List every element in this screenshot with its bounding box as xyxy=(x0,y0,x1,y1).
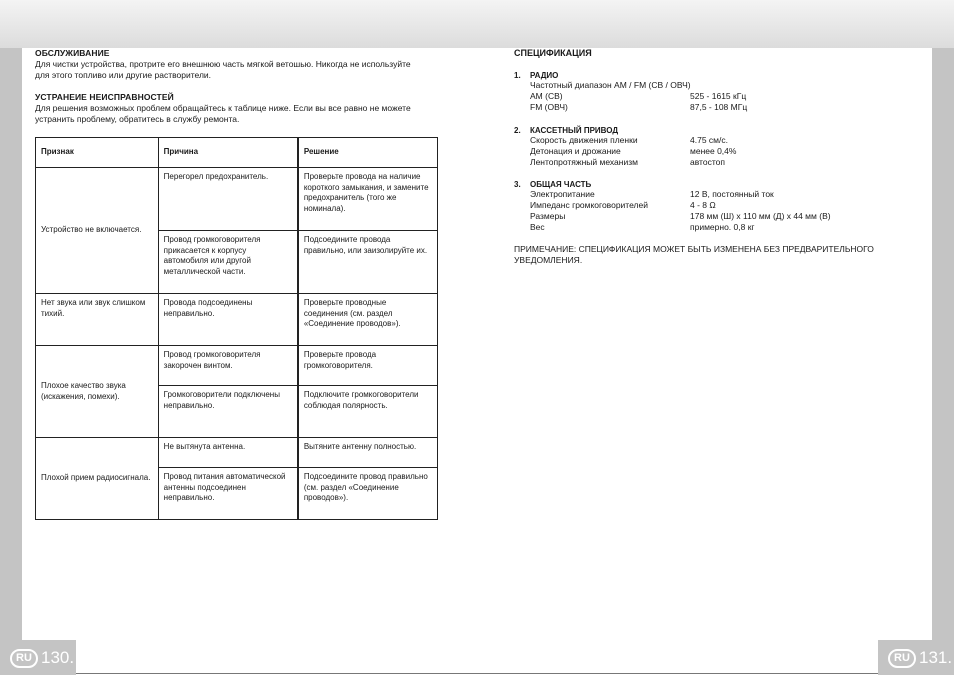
spec-radio-section xyxy=(514,71,894,113)
text-line: ПРИМЕЧАНИЕ: СПЕЦИФИКАЦИЯ МОЖЕТ БЫТЬ ИЗМЕНЕНА БЕЗ ПРЕДВАРИТЕЛЬНОГО xyxy=(514,244,874,254)
solution-cell: Подсоедините провода правильно, или заизолируйте их. xyxy=(298,231,438,294)
cause-cell: Провод питания автоматической антенны подсоединен неправильно. xyxy=(158,468,298,520)
spec-section-heading xyxy=(514,71,894,80)
cause-cell: Провода подсоединены неправильно. xyxy=(158,294,298,346)
page-number: 131. xyxy=(919,648,953,667)
header-symptom: Признак xyxy=(36,138,159,168)
spec-label: Детонация и дрожание xyxy=(530,146,621,156)
language-badge: RU xyxy=(10,649,38,668)
spec-label: Электропитание xyxy=(530,189,595,199)
page-number-right xyxy=(888,648,952,668)
troubleshooting-heading: УСТРАНЕИЕ НЕИСПРАВНОСТЕЙ xyxy=(35,92,174,102)
table-row xyxy=(36,346,438,386)
text-line: УВЕДОМЛЕНИЯ. xyxy=(514,255,583,265)
spec-row xyxy=(514,146,894,157)
spec-row xyxy=(514,200,894,211)
page-header-band xyxy=(0,0,954,48)
cause-cell: Провод громкоговорителя прикасается к корпусу автомобиля или другой металлической части. xyxy=(158,231,298,294)
cause-cell: Не вытянута антенна. xyxy=(158,438,298,468)
language-badge: RU xyxy=(888,649,916,668)
spec-row xyxy=(514,157,894,168)
section-number: 3. xyxy=(514,180,521,189)
cause-cell: Провод громкоговорителя закорочен винтом. xyxy=(158,346,298,386)
spec-heading: СПЕЦИФИКАЦИЯ xyxy=(514,48,592,58)
header-solution: Решение xyxy=(298,138,438,168)
spec-label: Скорость движения пленки xyxy=(530,135,638,145)
spec-row xyxy=(514,222,894,233)
text-line: Для решения возможных проблем обращайтесь к таблице ниже. Если вы все равно не можете xyxy=(35,103,411,113)
spec-label: AM (СВ) xyxy=(530,91,563,101)
right-margin-band xyxy=(932,48,954,675)
cause-cell: Громкоговорители подключены неправильно. xyxy=(158,386,298,438)
spec-value: менее 0,4% xyxy=(690,146,737,156)
spec-label: Лентопротяжный механизм xyxy=(530,157,638,167)
section-number: 1. xyxy=(514,71,521,80)
text-line: для этого топливо или другие растворители. xyxy=(35,70,212,80)
page-number: 130. xyxy=(41,648,75,667)
text-line: Для чистки устройства, протрите его внешнюю часть мягкой ветошью. Никогда не используйте xyxy=(35,59,411,69)
cause-cell: Перегорел предохранитель. xyxy=(158,168,298,231)
table-row xyxy=(36,294,438,346)
spec-section-heading xyxy=(514,126,894,135)
text-line: устранить проблему, обратитесь в службу ремонта. xyxy=(35,114,240,124)
spec-row xyxy=(514,135,894,146)
spec-row xyxy=(514,211,894,222)
symptom-cell: Плохой прием радиосигнала. xyxy=(36,438,159,520)
maintenance-heading: ОБСЛУЖИВАНИЕ xyxy=(35,48,110,58)
solution-cell: Подключите громкоговорители соблюдая полярность. xyxy=(298,386,438,438)
spec-note xyxy=(514,244,894,266)
spec-row xyxy=(514,91,894,102)
spec-value: 4.75 см/с. xyxy=(690,135,728,145)
header-cause: Причина xyxy=(158,138,298,168)
section-title: ОБЩАЯ ЧАСТЬ xyxy=(530,180,592,189)
maintenance-text xyxy=(35,59,440,81)
symptom-cell: Нет звука или звук слишком тихий. xyxy=(36,294,159,346)
spec-value: автостоп xyxy=(690,157,725,167)
section-number: 2. xyxy=(514,126,521,135)
spec-label: Частотный диапазон AM / FM (СВ / ОВЧ) xyxy=(530,80,691,90)
symptom-cell: Плохое качество звука (искажения, помехи). xyxy=(36,346,159,438)
spec-row xyxy=(514,80,894,91)
solution-cell: Вытяните антенну полностью. xyxy=(298,438,438,468)
spec-section-heading xyxy=(514,180,894,189)
solution-cell: Проверьте проводные соединения (см. раздел «Соединение проводов»). xyxy=(298,294,438,346)
page-number-left xyxy=(10,648,74,668)
spec-value: примерно. 0,8 кг xyxy=(690,222,755,232)
troubleshooting-text xyxy=(35,103,440,125)
troubleshooting-table xyxy=(35,137,438,520)
spec-label: FM (ОВЧ) xyxy=(530,102,568,112)
spec-cassette-section xyxy=(514,126,894,168)
solution-cell: Проверьте провода громкоговорителя. xyxy=(298,346,438,386)
section-title: КАССЕТНЫЙ ПРИВОД xyxy=(530,126,619,135)
spec-general-section xyxy=(514,180,894,233)
spec-label: Вес xyxy=(530,222,545,232)
table-row xyxy=(36,438,438,468)
spec-value: 4 - 8 Ω xyxy=(690,200,716,210)
section-title: РАДИО xyxy=(530,71,559,80)
table-row xyxy=(36,168,438,231)
solution-cell: Проверьте провода на наличие короткого замыкания, и замените предохранитель (того же номинала). xyxy=(298,168,438,231)
spec-label: Размеры xyxy=(530,211,566,221)
spec-row xyxy=(514,102,894,113)
left-margin-band xyxy=(0,48,22,675)
table-header-row xyxy=(36,138,438,168)
spec-value: 525 - 1615 кГц xyxy=(690,91,747,101)
solution-cell: Подсоедините провод правильно (см. раздел «Соединение проводов»). xyxy=(298,468,438,520)
footer-rule xyxy=(76,673,878,674)
spec-label: Импеданс громкоговорителей xyxy=(530,200,648,210)
spec-value: 12 В, постоянный ток xyxy=(690,189,774,199)
symptom-cell: Устройство не включается. xyxy=(36,168,159,294)
spec-value: 87,5 - 108 МГц xyxy=(690,102,748,112)
spec-row xyxy=(514,189,894,200)
spec-value: 178 мм (Ш) x 110 мм (Д) x 44 мм (В) xyxy=(690,211,831,221)
